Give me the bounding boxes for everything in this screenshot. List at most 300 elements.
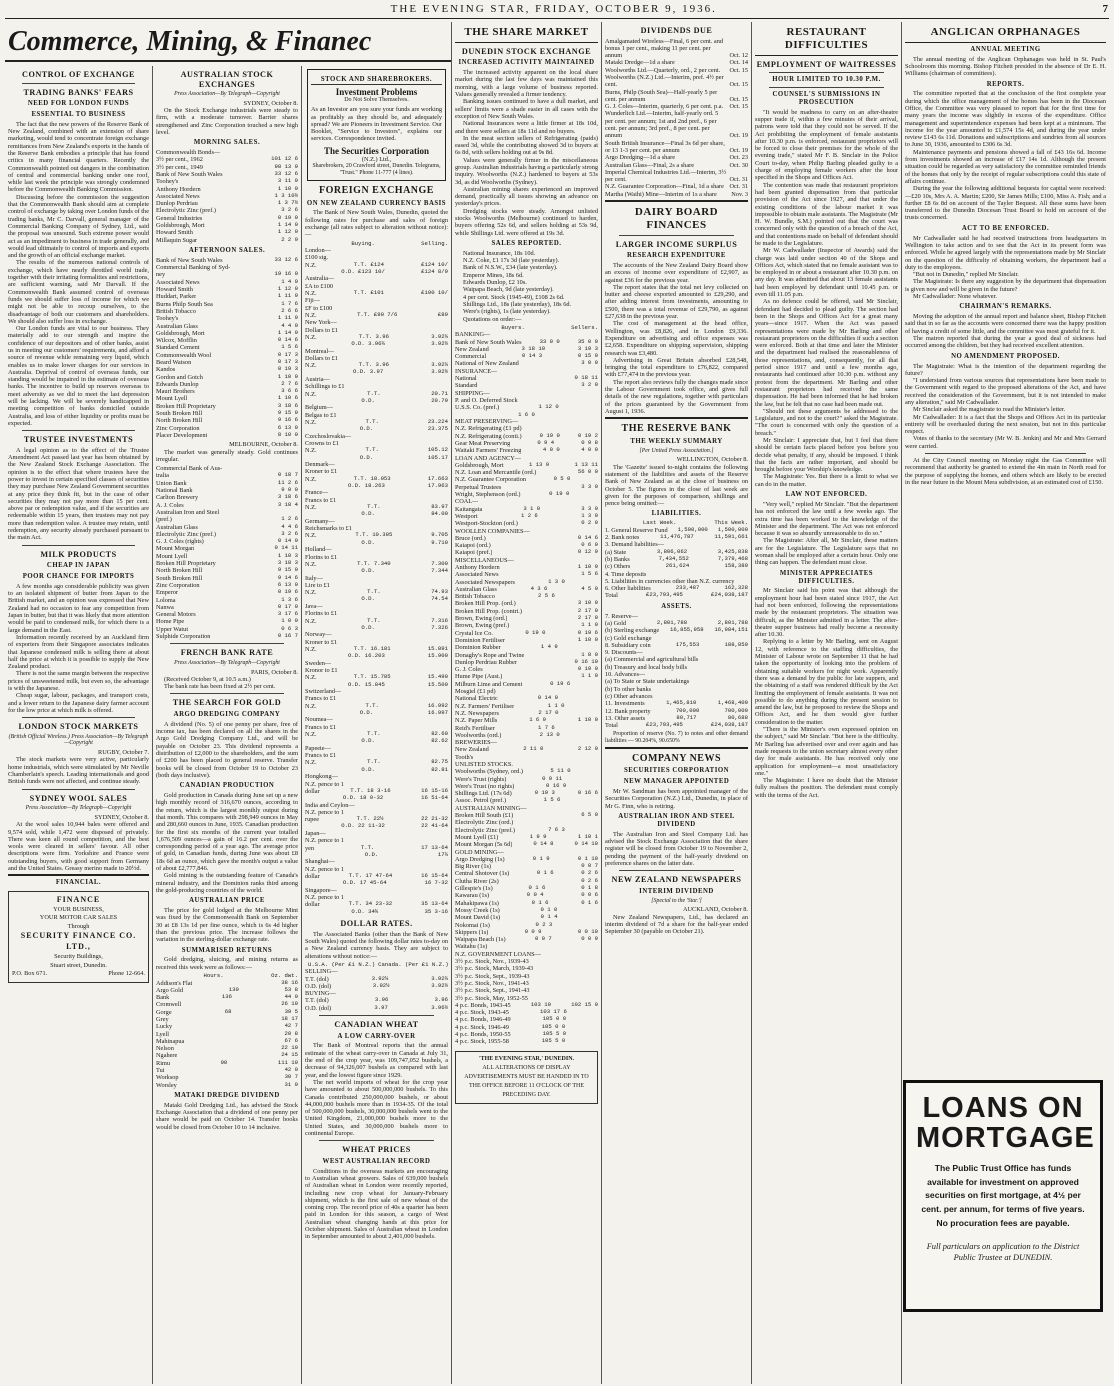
interim-dividend-subhead: INTERIM DIVIDEND [639, 887, 714, 895]
article-paragraph: The committee reported that at the conclusion of the first complete year during which the office management of the homes has been in the Diocesan Office, the Committee was very pleased to report that for the first time for many years the income was slightly in excess of the expenditure. Office management and superintendence expenses had been kept at a minimum. The income for the year amounted to £1,574 15s 4d, and during the year under review £143 6s 11d. Donations and subscriptions and sundries from all sources to June 30, 1936, amounted to £306 6s 3d. [905, 90, 1106, 149]
row-label: 4 p.c. Bonds, 1946-49 [455, 1016, 511, 1024]
table-row [156, 480, 298, 487]
row-value: 0 0 11 [542, 774, 563, 782]
row-value: 1 6 0 [518, 410, 535, 418]
row-value: 1 5 6 [581, 570, 598, 578]
row-value: 2,801,788 [656, 618, 688, 626]
row-label: Kaiapoi (ord.) [455, 542, 491, 550]
row-label: 3½ p.c. Stock, Sept., 1939-43 [455, 972, 530, 980]
table-row [455, 1009, 598, 1016]
phone-number: Phone 12-664. [108, 970, 145, 978]
article-paragraph: Mr Cadwallader said he had received instructions from headquarters in Wellington to take action and to see that the Act in its present form was enforced. While he agreed largely with the representations made by Mr Sinclair on the question of the difficulty of obtaining workers, the department had a duty to the employees. [905, 234, 1106, 271]
row-label: BREWERIES— [455, 739, 497, 747]
row-label: 2. Bank notes [605, 534, 640, 542]
row-value: 0 6 9 [581, 541, 598, 549]
row-label: tralia [156, 472, 169, 480]
row-value: Hours. [203, 972, 224, 980]
row-value: 42 0 [284, 1066, 298, 1074]
table-row [305, 319, 448, 326]
row-label: Tui [156, 1067, 165, 1075]
row-label: SHIPPING— [455, 389, 490, 397]
table-row [156, 1060, 298, 1067]
nz-newspapers-headline: NEW ZEALAND NEWSPAPERS [611, 875, 742, 885]
row-value: 16 15-16 [421, 786, 448, 794]
row-value: 1 10 0 [577, 716, 598, 724]
row-label: 1. General Reserve Fund [605, 526, 668, 534]
finance-advert-line: YOUR MOTOR CAR SALES [39, 914, 118, 922]
row-label: Italy— [305, 574, 323, 582]
table-row [455, 717, 598, 724]
row-value: 3 3 0 [581, 482, 598, 490]
row-label: O.D. (dol) [305, 982, 332, 990]
row-value: 3 18 3 [277, 559, 298, 567]
row-label: Clutha River (2s) [455, 877, 499, 885]
dollar-rates-headline: DOLLAR RATES. [340, 919, 413, 929]
table-row [305, 518, 448, 525]
iron-steel-subhead: AUSTRALIAN IRON AND STEEL DIVIDEND [618, 813, 735, 828]
row-label: Mahinapua [156, 1037, 185, 1045]
row-value: 3 10 0 [577, 599, 598, 607]
row-value: 3,425,838 [717, 547, 748, 555]
row-label: N.Z. [305, 702, 317, 710]
row-value: 101 12 6 [271, 155, 298, 163]
row-value: 0 5 0 [553, 475, 571, 483]
article-paragraph: The Australian Iron and Steel Company Ltd. has advised the Stock Exchange Association that the share register will be closed from October 19 to November 2, pending the payment of the half-yearly dividend on preference shares on the latter date. [605, 830, 748, 867]
row-value: 1 3 0 [548, 577, 565, 585]
row-value: 1 12 0 [538, 403, 559, 411]
row-label: Argo Gold [156, 986, 183, 994]
row-label: Commercial [455, 353, 487, 361]
masthead-title: THE EVENING STAR, FRIDAY, OCTOBER 9, 1936. [390, 3, 717, 15]
finance-advert-line: Through [67, 922, 90, 930]
row-value: 0 9 8 [581, 438, 598, 446]
row-value: 2 6 6 [281, 306, 298, 314]
article-paragraph: The bank rate has been fixed at 2½ per cent. [164, 683, 276, 691]
table-row [455, 776, 598, 783]
row-value: T.T. 3.96 [358, 332, 389, 340]
foreign-exchange-subhead: ON NEW ZEALAND CURRENCY BASIS [306, 199, 447, 207]
table-row [455, 608, 598, 615]
table-row [455, 549, 598, 556]
table-row [455, 870, 598, 877]
table-row [156, 293, 298, 300]
row-label: Waipapa Beach (1s) [455, 936, 506, 944]
row-label: Anthony Hordern [156, 185, 201, 193]
row-value: 7.316 [431, 616, 448, 624]
table-row [605, 656, 748, 663]
row-label: £100 stg. [305, 254, 329, 262]
row-value: 1 3 6 [281, 595, 298, 603]
table-row [455, 353, 598, 360]
dividend-label: Imperial Chemical Industries Ltd.—Interim, 3½ per cent. [605, 168, 727, 184]
row-label: Placer Development [156, 431, 208, 439]
row-value: 80,717 [676, 713, 697, 721]
table-row [305, 419, 448, 426]
row-label: WOOLLEN COMPANIES— [455, 527, 530, 535]
sales-reported-heading: SALES REPORTED. [491, 239, 562, 247]
row-value: 17¼ [437, 850, 448, 858]
row-label: N.Z. [305, 589, 317, 597]
row-label: Mauri Brothers [156, 388, 195, 396]
row-value: £23,793,495 [645, 591, 683, 599]
row-label: Bank of New South Wales [156, 256, 223, 264]
dividend-row [605, 67, 748, 74]
row-value: 7.344 [431, 567, 448, 575]
table-row [156, 487, 298, 494]
table-row [305, 1005, 448, 1012]
row-label: Mount Morgan [156, 545, 195, 553]
row-label: Commonwealth Wool [156, 351, 212, 359]
reports-subhead: REPORTS. [986, 80, 1025, 88]
row-value: T.T. £90 7/6 [357, 310, 398, 318]
row-value: 0 0 9 [581, 935, 598, 943]
row-value: O.D. [361, 737, 375, 745]
row-value: 3 1 0 [523, 504, 541, 512]
dateline: AUCKLAND, October 8. [682, 906, 748, 914]
row-value: 1 10 0 [577, 635, 598, 643]
table-row [156, 589, 298, 596]
row-label: N.Z. [305, 475, 317, 483]
share-market-headline: THE SHARE MARKET [455, 26, 598, 43]
table-row [455, 958, 598, 965]
article-paragraph: Values were generally firmer in the miscellaneous group. Australian industrials having a particularly strong inquiry. Woolworths (N.Z.) hardened to buyers at 53s 3d, as did Woolworths (Sydney). [455, 156, 598, 186]
article-paragraph: Australian mining shares experienced an improved demand, practically all issues showing an advance on yesterday's prices. [455, 185, 598, 208]
row-value: 3.97 [374, 1003, 388, 1011]
row-value: Buyers. [501, 323, 525, 331]
article-paragraph: The stock markets were very active, particularly home industrials, which were stimulated by Mr Neville Chamberlain's speech. Leading internationals and good British funds were not affected, and continue steady. [8, 756, 149, 786]
row-label: National of New Zealand [455, 360, 519, 368]
dividend-label: Woolworths Ltd.—Quarterly, ord., 2 per cent. [605, 66, 721, 74]
article-paragraph: On the Stock Exchange industrials were steady to firm, with a moderate turnover. Barrier shares strengthened and Zinc Corporation touched a new high level. [156, 107, 298, 136]
table-row [156, 215, 298, 222]
article-paragraph: Mataki Gold Dredging Ltd., has advised the Stock Exchange Association that a dividend of one penny per share would be paid on October 14. Transfer books would be closed from October 10 to 14 inclusive. [156, 1101, 298, 1131]
table-row [605, 592, 748, 599]
row-value: 16.992 [427, 701, 448, 709]
table-row [455, 907, 598, 914]
row-value: 11,591,661 [714, 533, 748, 541]
row-value: 80,688 [727, 713, 748, 721]
row-label: Electrolytic Zinc (pref.) [156, 207, 216, 215]
dateline: RUGBY, October 7. [98, 749, 149, 757]
row-value: 39 5 [284, 1007, 298, 1015]
table-row [156, 366, 298, 373]
row-label: 3½ p.c. Stock, Sept., 1941-43 [455, 987, 530, 995]
row-label: Mount Morgan (5s 6d) [455, 841, 513, 849]
row-label: South Broken Hill [156, 410, 203, 418]
table-row [156, 207, 298, 214]
advert-subtitle: Do Not Solve Themselves. [344, 97, 409, 104]
table-row [305, 660, 448, 667]
row-value: 82.81 [431, 765, 448, 773]
table-row [455, 819, 598, 826]
row-label: N.Z. [305, 759, 317, 767]
table-row [455, 579, 598, 586]
row-value: T.T. £101 [353, 289, 384, 297]
table-row [156, 472, 298, 479]
table-row [455, 513, 598, 520]
row-value: 17.663 [427, 474, 448, 482]
row-label: Howard Smith [156, 229, 193, 237]
sale-item: Shillings Ltd., 18s (late yesterday), 18s 6d. [463, 300, 572, 308]
advert-title: Investment Problems [335, 86, 418, 97]
row-value: 162,328 [724, 584, 748, 592]
dividend-label: Martha (Waihi) Mine—Interim of 1s a share [605, 190, 717, 198]
row-label: Zinc Corporation [156, 581, 200, 589]
reserve-ratio: Proportion of reserve (No. 7) to notes and other demand liabilities — 90.204%, 90.650% [605, 731, 748, 745]
row-value: 0 14 11 [274, 544, 298, 552]
row-value: 1 1 0 [581, 672, 598, 680]
table-row [455, 360, 598, 367]
table-row [156, 1052, 298, 1059]
row-value: 0 19 0 [525, 628, 546, 636]
table-row [156, 417, 298, 424]
dividend-date: Oct. 19 [729, 146, 748, 154]
row-value: 1 13 11 [574, 460, 598, 468]
row-value: 3 18 4 [277, 500, 298, 508]
row-label: Gordon and Gotch [156, 373, 203, 381]
table-row [156, 178, 298, 185]
article-paragraph: Mr Sinclair asked the magistrate to read the Minister's letter. [913, 406, 1066, 414]
row-label: N.Z. [305, 674, 317, 682]
article-paragraph: Moving the adoption of the annual report and balance sheet, Bishop Fitchett said that in so far as the accounts were concerned there was the happy position of having a credit of some little, and the committee was most grateful for it. [905, 313, 1106, 335]
row-value: 7,434,552 [658, 554, 689, 562]
row-label: 6. Other liabilities [605, 585, 651, 593]
row-label: Kawarau (1s) [455, 892, 490, 900]
row-label: Donaghy's Rope and Twine [455, 651, 525, 659]
row-value: 0 0 6 [581, 891, 598, 899]
dunedin-exchange-headline: DUNEDIN STOCK EXCHANGE [461, 46, 592, 56]
dividend-date: Oct. 30 [729, 161, 748, 169]
table-row [305, 461, 448, 468]
row-value: 22 21-32 [421, 815, 448, 823]
row-label: Montreal— [305, 347, 335, 355]
row-label: Denmark— [305, 461, 335, 469]
table-row [455, 849, 598, 856]
row-label: Hongkong— [305, 773, 338, 781]
row-label: dollar [305, 901, 320, 909]
row-label: N.Z. [305, 645, 317, 653]
row-label: Australian Glass [156, 523, 198, 531]
table-row [305, 391, 448, 398]
row-label: N.Z. [305, 418, 317, 426]
row-value: Last Week. [642, 519, 677, 527]
row-value: O.D. 34¾ [351, 907, 379, 915]
row-value: 1 2 6 [520, 511, 538, 519]
article-paragraph: Gold production in Canada during June set up a new high monthly record of 316,670 ounces, according to the return, which is the largest monthly output during that month. This compares with 298,949 ounces in May and 280,660 ounces in June, 1935. Canadian production for the first six months of the current year totalled 1,676,509 ounces—a gain of 16.2 per cent. over the corresponding period of a year ago. The average price of gold, in Canadian funds, during June was about £8 18s 6d an ounce, which gave the month's output a value of about £2,777,846. [156, 792, 298, 873]
row-value: T.T. [365, 701, 379, 709]
row-value: 1 4 9 [540, 643, 558, 651]
row-label: Lyell [156, 1030, 169, 1038]
row-label: Worksop [156, 1074, 179, 1082]
row-value: O.D. [359, 708, 374, 716]
table-row [156, 1067, 298, 1074]
foreign-exchange-headline: FOREIGN EXCHANGE [319, 184, 434, 196]
table-row [455, 980, 598, 987]
row-value: 22 10 [281, 1044, 298, 1052]
row-label: Dunlop Perdriau [156, 200, 198, 208]
table-row [455, 965, 598, 972]
exchange-subhead: TRADING BANKS' FEARS [23, 87, 134, 97]
table-row [455, 797, 598, 804]
dividend-label: Amalgamated Wireless—Final, 6 per cent. and bonus 1 per cent., making 11 per cent. per annum [605, 37, 724, 60]
row-label: Burns Philp South Sea [156, 300, 213, 308]
australian-price-subhead: AUSTRALIAN PRICE [189, 897, 265, 905]
row-label: New Zealand [455, 345, 489, 353]
row-value: 0 0 7 [581, 862, 598, 870]
row-value: T.T. 16.181 [353, 644, 391, 652]
row-value: 0 14 0 [537, 694, 558, 702]
row-value: 3.92¼ [431, 332, 448, 340]
table-row [156, 200, 298, 207]
loans-advert[interactable] [903, 1080, 1103, 1312]
row-value: 1 9 9 [529, 832, 547, 840]
special-tag: [Special to the 'Star.'] [651, 897, 702, 904]
row-label: Schillings to £1 [305, 383, 345, 391]
row-label: South Broken Hill [156, 574, 203, 582]
table-row [455, 615, 598, 622]
row-value: 0 1 6 [528, 884, 546, 892]
article-paragraph: The price for gold lodged at the Melbourne Mint was fixed by the Commonwealth Bank on September 30 at £8 13s 1d per fine ounce, which is 6s 4d higher than the previous price. The increase follows the variation in the sterling-dollar exchange rate. [156, 907, 298, 944]
row-label: Addison's Flat [156, 979, 193, 987]
row-label: Gillespie's (1s) [455, 885, 493, 893]
row-label: Hume Pipe (Aust.) [455, 673, 503, 681]
row-value: 1,500,000 [717, 525, 748, 533]
table-row [455, 433, 598, 440]
row-label: Wright, Stephenson (ord.) [455, 491, 521, 499]
row-value: 1 6 9 [529, 716, 546, 724]
row-label: National Bank [156, 487, 193, 495]
row-value: 17.963 [427, 481, 448, 489]
row-label: N.Z. [305, 560, 317, 568]
row-value: 105 0 0 [542, 1015, 567, 1023]
row-label: 4 p.c. Bonds, 1943-45 [455, 1001, 511, 1009]
dateline: SYDNEY, October 8. [94, 813, 149, 821]
row-label: Singapore— [305, 886, 337, 894]
table-row [455, 447, 598, 454]
row-value: 35 3-16 [424, 907, 448, 915]
row-value: 26 10 [281, 1000, 298, 1008]
row-label: 4 p.c. Bonds, 1950-55 [455, 1030, 511, 1038]
minister-subhead: MINISTER APPRECIATES DIFFICULTIES. [779, 569, 874, 585]
row-value: 15.500 [427, 680, 448, 688]
milk-deck: POOR CHANCE FOR IMPORTS [22, 573, 135, 581]
row-value: 31 0 [284, 1080, 298, 1088]
article-paragraph: Mr Cadwallader: None whatever. [913, 292, 997, 300]
dividend-date: Oct. 15 [729, 95, 748, 103]
table-row [156, 222, 298, 229]
row-label: 5. Liabilities in currencies other than N.Z. currency [605, 577, 735, 585]
article-paragraph: Banking issues continued to have a dull market, and sellers' limits were a shade easier in all cases with the exception of New South Wales. [455, 98, 598, 120]
article-paragraph: The Associated Banks (other than the Bank of New South Wales) quoted the following dollar rates to-day on a New Zealand currency basis. They are subject to alterations without notice:— [305, 930, 448, 960]
row-value: O.D. [361, 765, 375, 773]
sale-item: 4 per cent. Stock (1945-49), £108 2s 6d. [463, 293, 565, 301]
row-label: Goldsbrough, Mort [156, 222, 205, 230]
dividend-row [605, 59, 748, 66]
row-label: Upper Watut [156, 625, 189, 633]
row-value: 83.97 [431, 503, 448, 511]
row-value: 4 3 6 [530, 584, 548, 592]
dividends-due-headline: DIVIDENDS DUE [640, 26, 713, 35]
row-label: Broken Hill Proprietary [156, 402, 216, 410]
row-value: 1,500,000 [677, 525, 708, 533]
row-value: 1 14 0 [277, 221, 298, 229]
article-paragraph: Gold dredging, sluicing, and mining returns as received this week were as follows:— [156, 956, 298, 971]
row-value: 3 2 6 [281, 206, 298, 214]
row-label: Waitahu (1s) [455, 943, 488, 951]
row-label: Woolworths (Sydney, ord.) [455, 768, 523, 776]
row-value: 33 12 6 [274, 255, 298, 263]
row-label: 3. Demand liabilities— [605, 541, 664, 549]
table-row [156, 388, 298, 395]
row-value: Buying. [351, 239, 375, 247]
row-value: 74.54 [431, 595, 448, 603]
row-label: Brown, Ewing (pref.) [455, 622, 510, 630]
table-row [156, 1038, 298, 1045]
column-3 [301, 66, 451, 1384]
row-label: Switzerland— [305, 688, 342, 696]
aus-stock-headline: AUSTRALIAN STOCK EXCHANGES [180, 70, 274, 89]
table-row [455, 382, 598, 389]
table-row [156, 582, 298, 589]
row-label: Nelson [156, 1045, 174, 1053]
dividends-table [605, 38, 748, 199]
article-paragraph: Dredging stocks were steady. Amongst unlisted stocks Woolworths (Melbourne) continued to harden, buyers offering 52s 6d, and sellers holding at 53s 9d, while Shillings Ltd. were offered at 19s 3d. [455, 207, 598, 237]
row-label: British Tobacco [455, 593, 495, 601]
row-label: Total [605, 592, 618, 600]
table-row [156, 1082, 298, 1089]
table-row [455, 1002, 598, 1009]
row-label: Nanwa [156, 603, 174, 611]
french-bank-headline: FRENCH BANK RATE [180, 648, 274, 658]
table-row [156, 980, 298, 987]
dividend-label: Argo Dredging—1d a share [605, 154, 676, 162]
table-row [156, 1031, 298, 1038]
row-label: dollar [305, 787, 320, 795]
table-row [455, 681, 598, 688]
table-row [156, 344, 298, 351]
row-value: 105.17 [427, 453, 448, 461]
row-value: 6 5 0 [581, 811, 598, 819]
row-label: Beard Watson [156, 359, 192, 366]
table-row [156, 553, 298, 560]
row-value: 111 10 [277, 1058, 298, 1066]
row-label: N.Z. Refrigerating (£1 pd) [455, 425, 522, 433]
row-value: O.D. [361, 595, 375, 603]
row-value: 0 14 3 [521, 352, 543, 360]
row-label: 4 p.c. Stock, 1946-49 [455, 1023, 509, 1031]
table-row [455, 375, 598, 382]
canadian-production-subhead: CANADIAN PRODUCTION [179, 782, 275, 790]
article-paragraph: Maintenance payments and pensions showed a fall of £43 16s 6d. Income from investments showed an increase of £17 14s 1d. Although the present situation could be regarded as very satisfactory the committee reminded friends of the homes that only by the receipt of regular subscriptions could this state of affairs continue. [905, 148, 1106, 185]
table-row [605, 671, 748, 678]
sale-item: N.Z. Coke, £1 17s 3d (late yesterday). [463, 257, 560, 265]
row-value: 16,984,151 [714, 626, 748, 634]
row-label: N.Z. [305, 390, 317, 398]
table-row [455, 987, 598, 994]
row-label: Kaitangata [455, 505, 483, 513]
argo-subhead: ARGO DREDGING COMPANY [173, 710, 281, 718]
canadian-wheat-subhead: A LOW CARRY-OVER [337, 1032, 416, 1040]
article-paragraph: "It would be madness to carry on an after-theatre supper trade if, within a few minutes of their arrival, patrons were told that they could not be served. If the Act prohibiting the employment of female assistants after 10.30 p.m. is enforced, restaurant proprietors will be forced to close their premises for the whole of the evening trade," stated Mr F. B. Sinclair in the Police Court to-day, when Philip Barling pleaded guilty to a charge of employing female workers after the hour specified in the Shops and Offices Act. [755, 108, 898, 182]
trustee-headline: TRUSTEE INVESTMENTS [23, 435, 134, 445]
table-row [455, 951, 598, 958]
row-value: T.T. [365, 446, 379, 454]
row-value: 3 18 6 [277, 493, 298, 501]
table-row [156, 425, 298, 432]
row-value: 3.92¼ [431, 361, 448, 369]
row-value: 16.997 [427, 708, 448, 716]
row-label: N.Z. Guarantee Corporation [455, 476, 526, 484]
